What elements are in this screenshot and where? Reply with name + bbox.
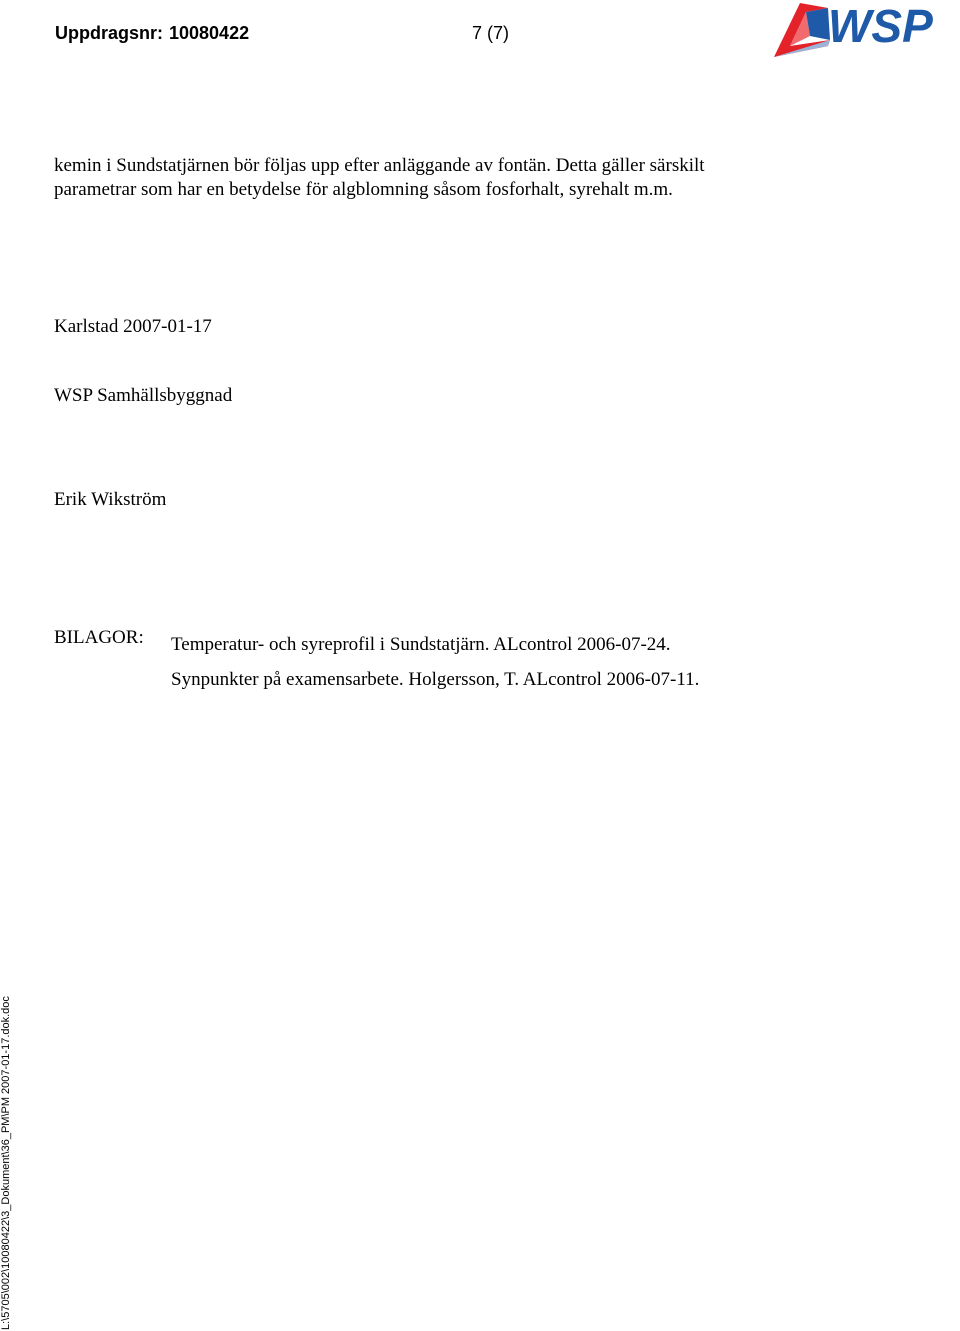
signer-name: Erik Wikström bbox=[54, 489, 167, 510]
company-name: WSP Samhällsbyggnad bbox=[54, 385, 233, 406]
logo-text: WSP bbox=[828, 0, 933, 52]
assignment-label: Uppdragsnr: bbox=[55, 23, 163, 43]
assignment-number bbox=[55, 23, 249, 44]
assignment-value: 10080422 bbox=[169, 23, 250, 43]
page-indicator: 7 (7) bbox=[472, 23, 510, 43]
paragraph-line: kemin i Sundstatjärnen bör följas upp efter anläggande av fontän. Detta gäller särskilt bbox=[54, 155, 705, 176]
attachment-item: Temperatur- och syreprofil i Sundstatjärn. ALcontrol 2006-07-24. bbox=[171, 634, 671, 655]
body-paragraph bbox=[54, 154, 814, 202]
attachment-item: Synpunkter på examensarbete. Holgersson, T. ALcontrol 2006-07-11. bbox=[171, 669, 700, 690]
attachments-list bbox=[171, 627, 699, 697]
file-path: L:\5705\002\10080422\3_Dokument\36_PM\PM 2007-01-17.dok.doc bbox=[0, 996, 12, 1330]
wsp-logo bbox=[770, 0, 960, 62]
attachments-label: BILAGOR: bbox=[54, 627, 144, 648]
place-date: Karlstad 2007-01-17 bbox=[54, 316, 212, 337]
paragraph-line: parametrar som har en betydelse för algblomning såsom fosforhalt, syrehalt m.m. bbox=[54, 179, 673, 200]
